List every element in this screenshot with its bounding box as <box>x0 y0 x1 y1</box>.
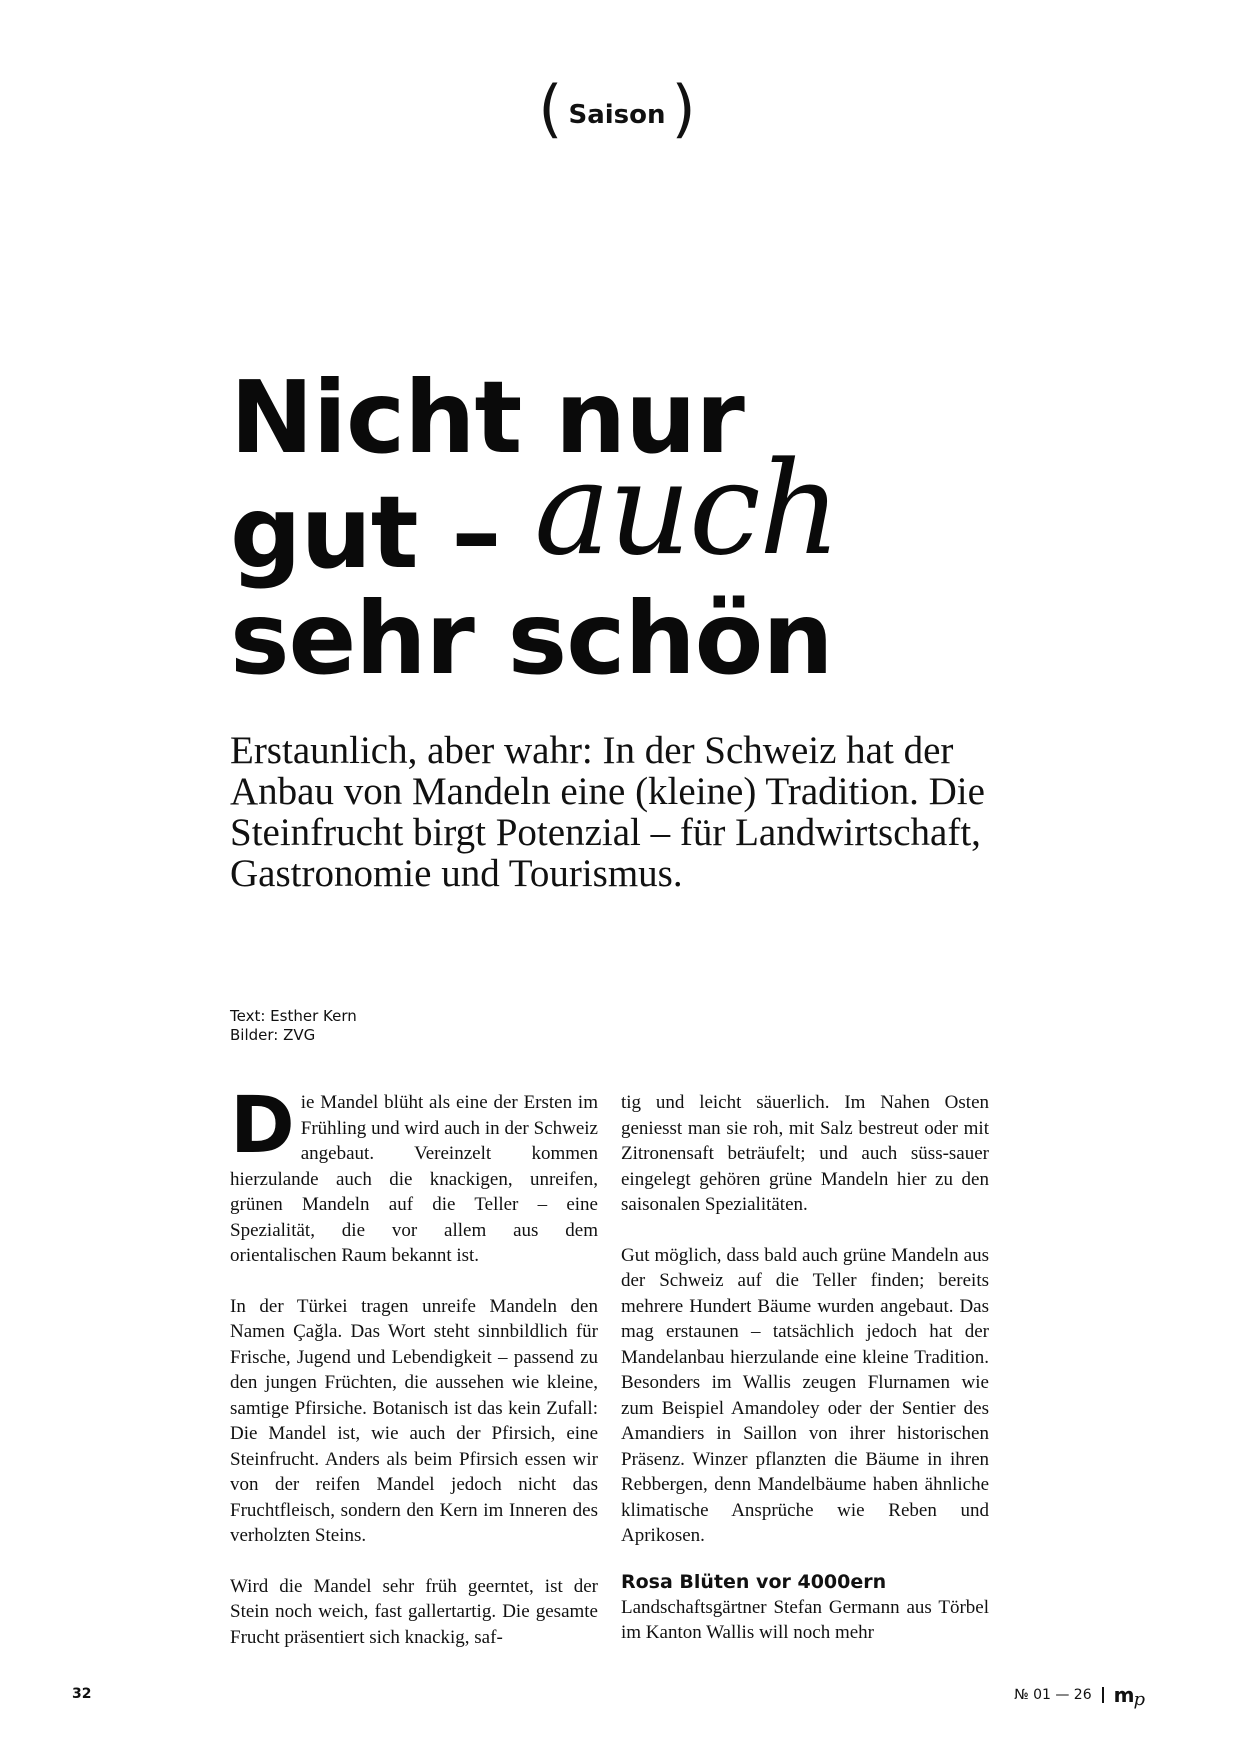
logo-p: p <box>1133 1689 1144 1710</box>
body-paragraph-3: Wird die Mandel sehr früh geerntet, ist der Stein noch weich, fast gallertartig. Die gesamte Frucht präsentiert sich knackig, saf- <box>230 1575 598 1648</box>
subheading: Rosa Blüten vor 4000ern <box>621 1570 887 1593</box>
logo-m: m <box>1113 1683 1134 1707</box>
section-label-text: Saison <box>568 99 666 130</box>
magazine-logo <box>1113 1683 1144 1710</box>
body-column-left <box>230 1081 598 1675</box>
headline-line-2 <box>230 435 1130 591</box>
page-number: 32 <box>72 1686 92 1702</box>
headline-line-1: Nicht nur <box>230 359 744 476</box>
open-paren: ( <box>538 72 563 145</box>
body-paragraph-6: Landschaftsgärtner Stefan Germann aus Törbel im Kanton Wallis will noch mehr <box>621 1596 989 1643</box>
close-paren: ) <box>671 72 696 145</box>
drop-cap: D <box>230 1081 295 1171</box>
footer-divider <box>1102 1687 1104 1703</box>
credit-images: Bilder: ZVG <box>230 1026 316 1044</box>
body-paragraph-5: Gut möglich, dass bald auch grüne Mandeln aus der Schweiz auf die Teller finden; bereits mehrere Hundert Bäume wurden angebaut. Das mag erstaunen – tatsächlich jedoch hat der Mandelanbau hierzulande eine kleine Tradition. Besonders im Wallis zeugen Flurnamen wie zum Beispiel Amandoley oder der Sentier des Amandiers in Saillon von ihrer historischen Präsenz. Winzer pflanzten die Bäume in ihren Rebbergen, denn Mandelbäume haben ähnliche klimatische Ansprüche wie Reben und Aprikosen. <box>621 1244 989 1546</box>
body-column-right <box>621 1090 989 1671</box>
body-paragraph <box>230 1081 598 1269</box>
issue-footer <box>1014 1683 1144 1710</box>
headline-line-2-prefix: gut – <box>230 474 501 591</box>
headline-italic-word: auch <box>534 435 840 584</box>
body-paragraph-1-text: ie Mandel blüht als eine der Ersten im Frühling und wird auch in der Schweiz angebaut. Vereinzelt kommen hierzulande auch die knackigen, unreifen, grünen Mandeln auf die Teller – eine Spezialität, die vor allem aus dem orientalischen Raum bekannt ist. <box>230 1092 598 1266</box>
lead-paragraph: Erstaunlich, aber wahr: In der Schweiz hat der Anbau von Mandeln eine (kleine) Tradition. Die Steinfrucht birgt Potenzial – für Landwirtschaft, Gastronomie und Tourismus. <box>230 729 985 895</box>
body-paragraph-2: In der Türkei tragen unreife Mandeln den Namen Çağla. Das Wort steht sinnbildlich für Frische, Jugend und Lebendigkeit – passend zu den jungen Früchten, die aussehen wie kleine, samtige Pfirsiche. Botanisch ist das kein Zufall: Die Mandel ist, wie auch der Pfirsich, eine Steinfrucht. Anders als beim Pfirsich essen wir von der reifen Mandel jedoch nicht das Fruchtfleisch, sondern den Kern im Inneren des verholzten Steins. <box>230 1295 598 1546</box>
headline-line-3: sehr schön <box>230 580 833 697</box>
section-label <box>0 72 1234 151</box>
credits <box>230 1007 357 1045</box>
headline <box>230 359 1130 697</box>
body-paragraph-4: tig und leicht säuerlich. Im Nahen Osten geniesst man sie roh, mit Salz bestreut oder mit Zitronensaft beträufelt; und auch süss-sauer eingelegt gehören grüne Mandeln hier zu den saisonalen Spezialitäten. <box>621 1092 989 1215</box>
credit-text: Text: Esther Kern <box>230 1007 357 1025</box>
issue-number: № 01 — 26 <box>1014 1687 1092 1703</box>
